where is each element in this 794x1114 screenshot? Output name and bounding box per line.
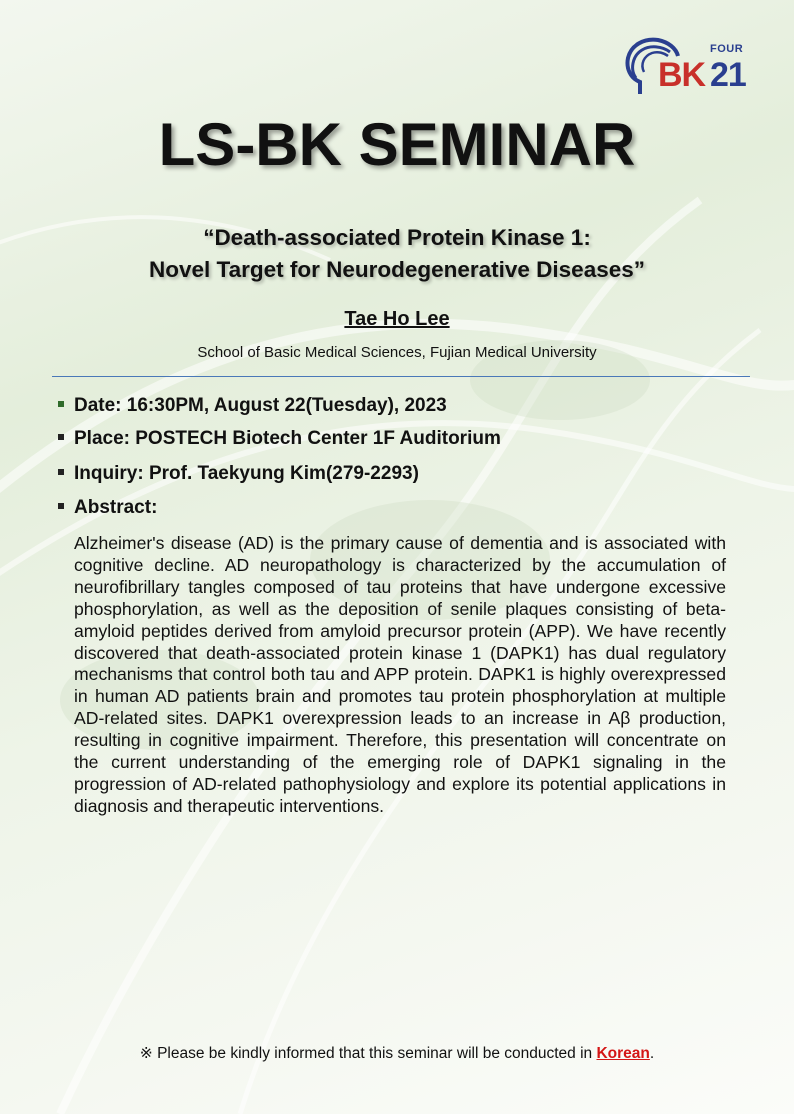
divider-line — [52, 376, 750, 377]
logo-21-text: 21 — [710, 56, 746, 94]
abstract-heading — [58, 496, 738, 520]
date-text: Date: 16:30PM, August 22(Tuesday), 2023 — [74, 395, 447, 416]
bk21-four-logo — [622, 34, 754, 98]
language-notice — [0, 1044, 794, 1063]
talk-title — [0, 222, 794, 286]
seminar-title: LS-BK SEMINAR — [158, 111, 636, 178]
inquiry-item — [58, 462, 738, 486]
notice-language-highlight: Korean — [596, 1045, 650, 1062]
logo-bk-text: BK — [658, 56, 706, 94]
date-item — [58, 394, 738, 418]
bullet-icon — [58, 434, 64, 440]
speaker-affiliation: School of Basic Medical Sciences, Fujian Medical University — [197, 344, 597, 361]
notice-text: ※ Please be kindly informed that this seminar will be conducted in — [139, 1045, 597, 1062]
logo-four-text: FOUR — [710, 43, 744, 55]
bullet-icon — [58, 503, 64, 509]
talk-title-line-2: Novel Target for Neurodegenerative Diseases” — [148, 257, 645, 282]
place-text: Place: POSTECH Biotech Center 1F Auditorium — [74, 428, 501, 449]
bullet-icon — [58, 401, 64, 407]
notice-suffix: . — [649, 1045, 655, 1062]
abstract-body: Alzheimer's disease (AD) is the primary cause of dementia and is associated with cognitive decline. AD neuropathology is characterized by the accumulation of neurofibrillary tangles composed of tau proteins that have undergone excessive phosphorylation, as well as the deposition of senile plaques consisting of beta-amyloid peptides derived from amyloid precursor protein (APP). We have recently discovered that death-associated protein kinase 1 (DAPK1) has dual regulatory mechanisms that control both tau and APP protein. DAPK1 is highly overexpressed in human AD patients brain and promotes tau protein phosphorylation at multiple AD-related sites. DAPK1 overexpression leads to an increase in Aβ production, resulting in cognitive impairment. Therefore, this presentation will concentrate on the current understanding of the emerging role of DAPK1 signaling in the progression of AD-related pathophysiology and explore its potential applications in diagnosis and therapeutic interventions. — [74, 533, 726, 816]
speaker-name: Tae Ho Lee — [344, 308, 450, 330]
bullet-icon — [58, 469, 64, 475]
abstract-label: Abstract: — [74, 497, 158, 518]
place-item — [58, 427, 738, 451]
talk-title-line-1: “Death-associated Protein Kinase 1: — [203, 225, 591, 250]
inquiry-text: Inquiry: Prof. Taekyung Kim(279-2293) — [74, 463, 419, 484]
